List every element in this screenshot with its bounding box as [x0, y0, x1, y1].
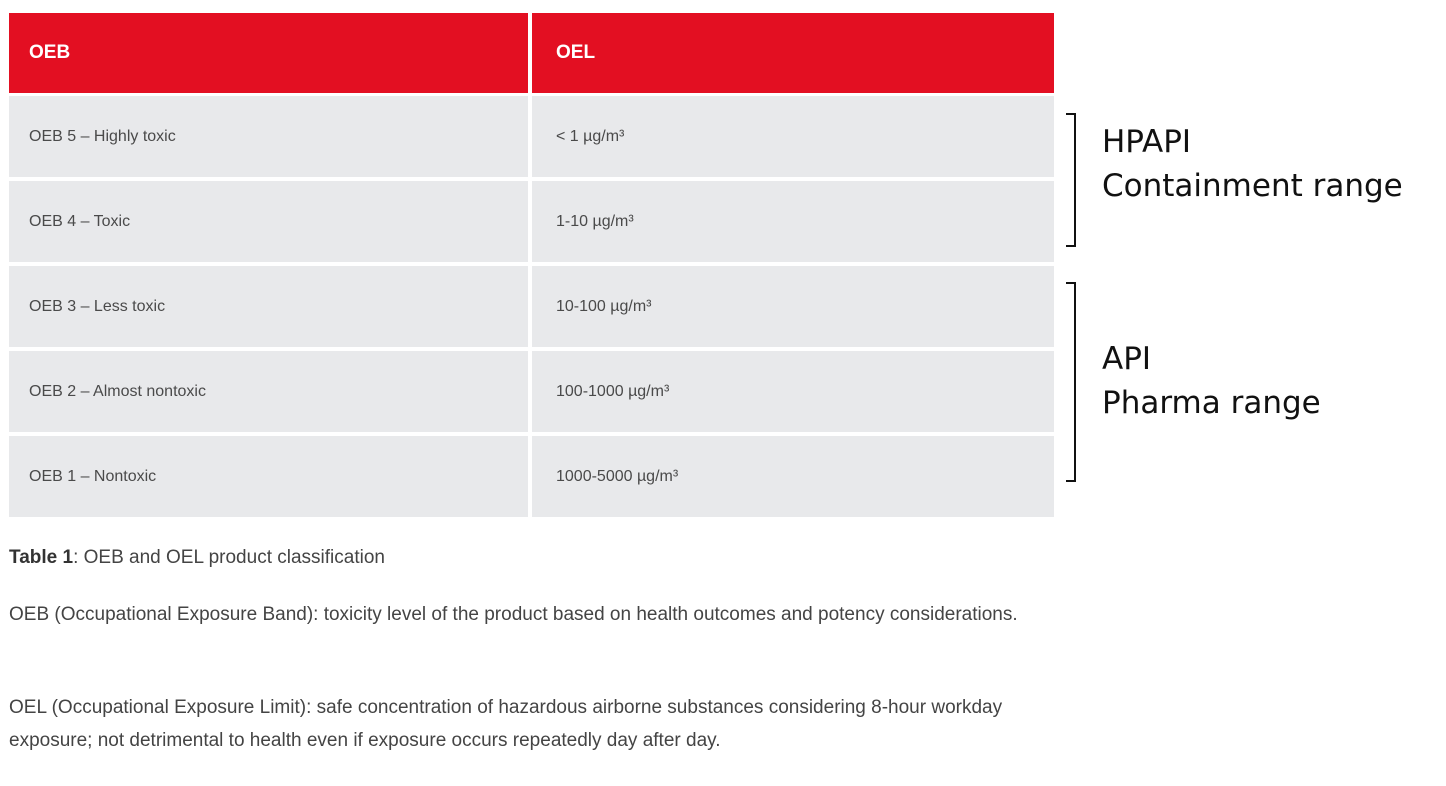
- api-range-label: [1102, 337, 1321, 425]
- table-row: [9, 181, 1054, 262]
- hpapi-range-label: [1102, 120, 1403, 208]
- table-row: [9, 436, 1054, 517]
- table-cell-oel: 1000-5000 µg/m³: [532, 436, 1054, 517]
- oeb-definition: OEB (Occupational Exposure Band): toxicity level of the product based on health outcomes and potency considerations.: [9, 604, 1018, 625]
- table-row: [9, 96, 1054, 177]
- api-label-line2: Pharma range: [1102, 385, 1321, 421]
- hpapi-bracket: [1066, 113, 1076, 247]
- table-row: [9, 266, 1054, 347]
- caption-text: : OEB and OEL product classification: [73, 547, 385, 568]
- table-cell-oel: 10-100 µg/m³: [532, 266, 1054, 347]
- table-header-row: [9, 13, 1054, 93]
- caption-label: Table 1: [9, 547, 74, 568]
- hpapi-label-line1: HPAPI: [1102, 124, 1192, 160]
- table-caption: [9, 541, 1049, 574]
- hpapi-label-line2: Containment range: [1102, 168, 1403, 204]
- table-cell-oeb: OEB 3 – Less toxic: [9, 266, 528, 347]
- table-cell-oeb: OEB 1 – Nontoxic: [9, 436, 528, 517]
- oeb-oel-table: [9, 13, 1054, 521]
- api-label-line1: API: [1102, 341, 1152, 377]
- header-oel: OEL: [532, 13, 1054, 93]
- header-oeb: OEB: [9, 13, 528, 93]
- table-cell-oeb: OEB 2 – Almost nontoxic: [9, 351, 528, 432]
- table-cell-oel: 100-1000 µg/m³: [532, 351, 1054, 432]
- oel-definition: OEL (Occupational Exposure Limit): safe concentration of hazardous airborne substances considering 8-hour workday exposure; not detrimental to health even if exposure occurs repeatedly day after day.: [9, 697, 1003, 751]
- table-cell-oeb: OEB 4 – Toxic: [9, 181, 528, 262]
- api-bracket: [1066, 282, 1076, 482]
- table-row: [9, 351, 1054, 432]
- table-cell-oel: < 1 µg/m³: [532, 96, 1054, 177]
- table-cell-oeb: OEB 5 – Highly toxic: [9, 96, 528, 177]
- table-cell-oel: 1-10 µg/m³: [532, 181, 1054, 262]
